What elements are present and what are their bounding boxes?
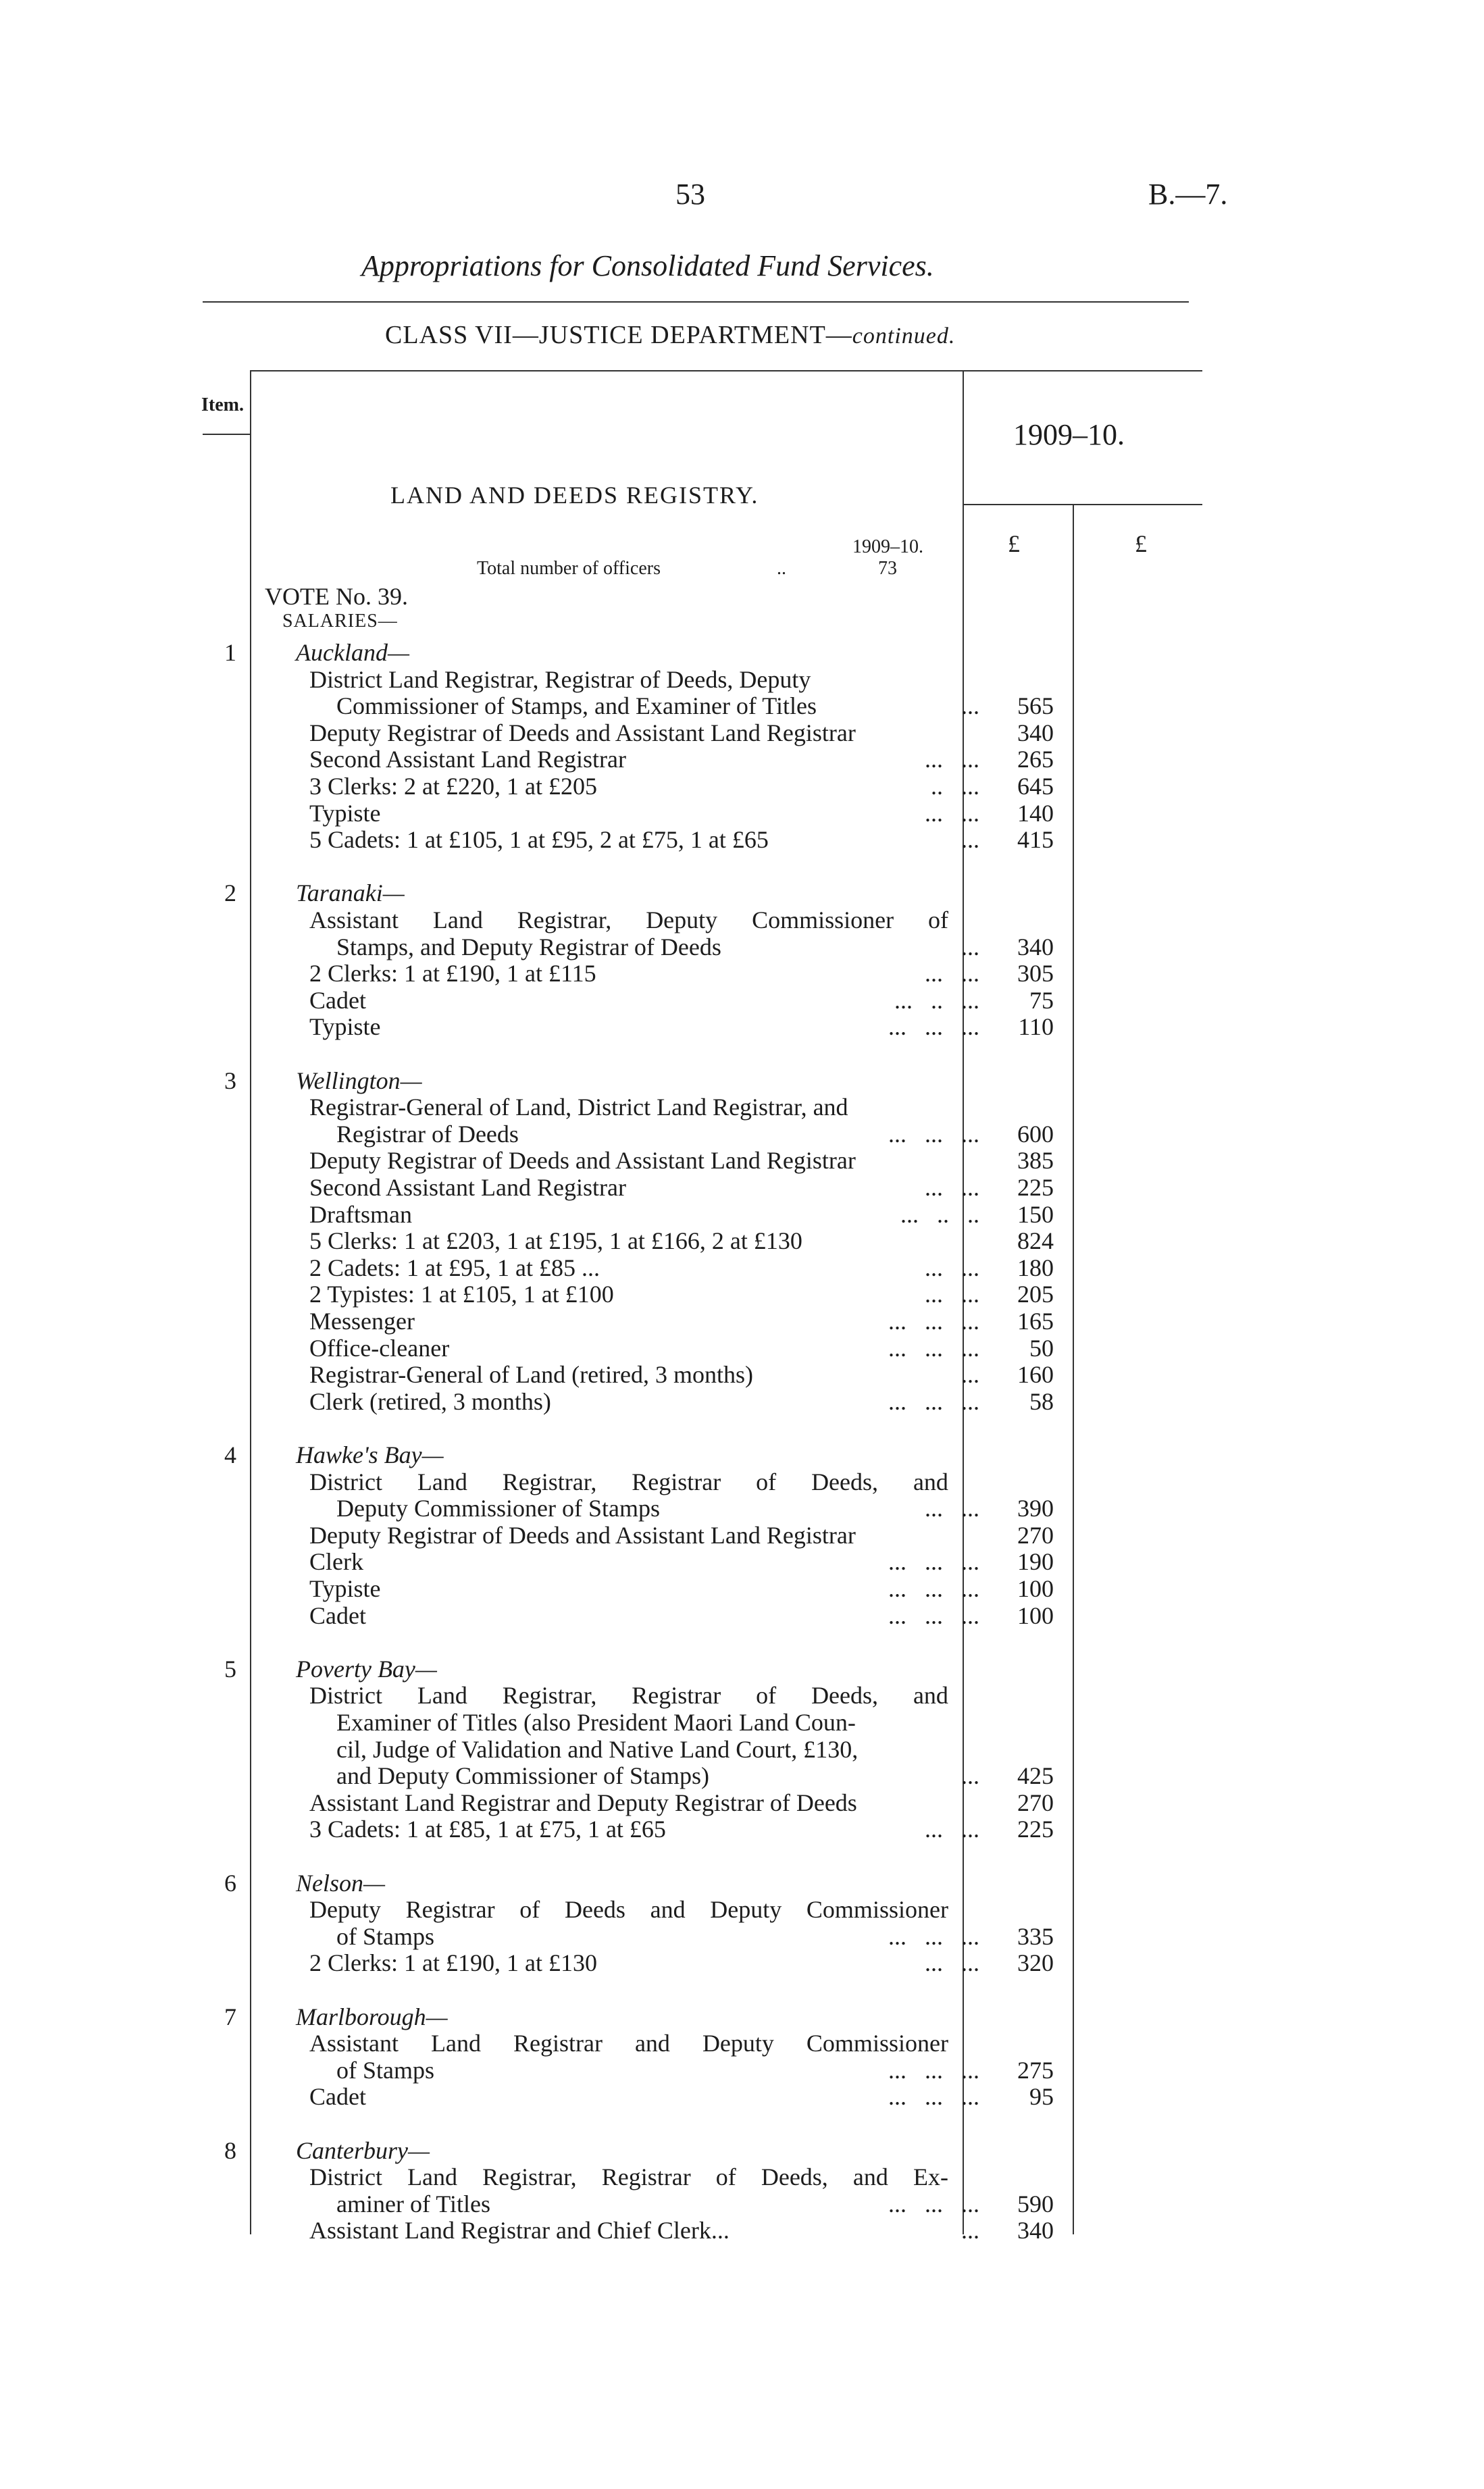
row-description: Clerk (retired, 3 months) — [309, 1388, 551, 1415]
leader-dots: ... ... — [925, 1254, 979, 1281]
leader-dots: ... — [961, 1762, 979, 1789]
row-description: 2 Cadets: 1 at £95, 1 at £85 ... — [309, 1254, 600, 1281]
description-word: Registrar, — [517, 906, 612, 933]
class-heading — [385, 320, 955, 350]
row-description: Deputy Registrar of Deeds and Assistant Land Registrar — [309, 1147, 856, 1174]
row-description: Cadet — [309, 2083, 366, 2110]
table-row — [0, 2217, 1484, 2244]
leader-dots: ... ... — [925, 746, 979, 773]
table-row — [0, 853, 1484, 880]
leader-dots: ... — [961, 826, 979, 853]
amount-value: 425 — [1017, 1762, 1054, 1789]
district-heading: Nelson— — [296, 1870, 386, 1897]
amount-value: 590 — [1017, 2190, 1054, 2217]
row-description: Registrar of Deeds — [336, 1121, 519, 1148]
row-description: Cadet — [309, 1602, 366, 1629]
table-row — [0, 1388, 1484, 1415]
row-description: cil, Judge of Validation and Native Land Court, £130, — [336, 1736, 859, 1763]
amount-value: 340 — [1017, 933, 1054, 960]
table-row — [0, 879, 1484, 906]
table-row — [0, 2003, 1484, 2030]
table-row — [0, 719, 1484, 746]
leader-dots: ... — [961, 692, 979, 719]
description-word: Land — [431, 2030, 481, 2057]
document-reference: B.—7. — [1148, 178, 1228, 211]
table-row — [0, 1094, 1484, 1121]
leader-dots: ... ... — [925, 1949, 979, 1976]
item-number: 2 — [224, 879, 236, 906]
leader-dots: ... ... ... — [888, 2190, 979, 2217]
table-row — [0, 2137, 1484, 2164]
amount-value: 824 — [1017, 1227, 1054, 1254]
row-description: Deputy Registrar of Deeds and Assistant Land Registrar — [309, 1522, 856, 1549]
description-word: and — [913, 1468, 948, 1495]
table-row — [0, 1843, 1484, 1870]
amount-value: 225 — [1017, 1816, 1054, 1843]
district-heading: Taranaki— — [296, 879, 405, 906]
description-word: of — [756, 1682, 777, 1709]
table-row — [0, 1976, 1484, 2003]
leader-dots: ... ... ... — [888, 1548, 979, 1575]
description-word: Registrar, — [482, 2163, 577, 2190]
district-heading: Marlborough— — [296, 2003, 448, 2030]
row-description: Commissioner of Stamps, and Examiner of Titles — [336, 692, 817, 719]
row-description: Office-cleaner — [309, 1335, 450, 1362]
table-row — [0, 960, 1484, 987]
amount-value: 100 — [1017, 1575, 1054, 1602]
amount-value: 415 — [1017, 826, 1054, 853]
amount-value: 150 — [1017, 1201, 1054, 1228]
amount-value: 600 — [1017, 1121, 1054, 1148]
description-word: Deputy — [710, 1896, 782, 1923]
table-row — [0, 1495, 1484, 1522]
leader-dots: ... .. .. — [900, 1201, 979, 1228]
description-word: Commissioner — [806, 1896, 948, 1923]
table-row — [0, 1201, 1484, 1228]
amount-value: 390 — [1017, 1495, 1054, 1522]
district-heading: Hawke's Bay— — [296, 1441, 444, 1468]
table-row — [0, 1709, 1484, 1736]
table-row — [0, 1522, 1484, 1549]
table-row — [0, 1762, 1484, 1789]
amount-value: 225 — [1017, 1174, 1054, 1201]
table-row — [0, 1067, 1484, 1094]
amount-value: 160 — [1017, 1361, 1054, 1388]
description-word: and — [650, 1896, 686, 1923]
description-word: District — [309, 1468, 382, 1495]
amount-value: 50 — [1029, 1335, 1054, 1362]
table-row — [0, 1575, 1484, 1602]
amount-value: 190 — [1017, 1548, 1054, 1575]
leader-dots: ... ... ... — [888, 1575, 979, 1602]
description-word: Deputy — [309, 1896, 381, 1923]
amount-value: 58 — [1029, 1388, 1054, 1415]
officers-count: 73 — [878, 558, 897, 579]
row-description: Assistant Land Registrar and Deputy Registrar of Deeds — [309, 1789, 857, 1816]
leader-dots: ... ... — [925, 1174, 979, 1201]
item-number: 8 — [224, 2137, 236, 2164]
officers-leader-dots: .. — [777, 558, 786, 579]
table-row — [0, 2057, 1484, 2084]
page-title: Appropriations for Consolidated Fund Services. — [361, 249, 934, 282]
table-row — [0, 1361, 1484, 1388]
table-row — [0, 746, 1484, 773]
description-word: Deputy — [646, 906, 718, 933]
row-description: Deputy Registrar of Deeds and Assistant Land Registrar — [309, 719, 856, 746]
row-description: Clerk — [309, 1548, 363, 1575]
row-description: 5 Cadets: 1 at £105, 1 at £95, 2 at £75, 1 at £65 — [309, 826, 769, 853]
table-row — [0, 1923, 1484, 1950]
amount-value: 110 — [1018, 1013, 1054, 1040]
amount-value: 95 — [1029, 2083, 1054, 2110]
amount-value: 270 — [1017, 1789, 1054, 1816]
row-description: Messenger — [309, 1308, 415, 1335]
row-description: aminer of Titles — [336, 2190, 491, 2217]
amount-value: 335 — [1017, 1923, 1054, 1950]
row-description: Draftsman — [309, 1201, 412, 1228]
description-word: Land — [407, 2163, 458, 2190]
table-row — [0, 1013, 1484, 1040]
table-row — [0, 1414, 1484, 1441]
description-word: Registrar, — [502, 1682, 597, 1709]
leader-dots: ... ... — [925, 1816, 979, 1843]
table-row — [0, 1040, 1484, 1067]
item-number: 5 — [224, 1656, 236, 1683]
table-row — [0, 1174, 1484, 1201]
row-description: 3 Cadets: 1 at £85, 1 at £75, 1 at £65 — [309, 1816, 666, 1843]
table-row — [0, 1468, 1484, 1495]
table-row — [0, 1949, 1484, 1976]
leader-dots: ... ... ... — [888, 1308, 979, 1335]
leader-dots: ... ... — [925, 1281, 979, 1308]
row-description: 2 Clerks: 1 at £190, 1 at £115 — [309, 960, 596, 987]
item-header-rule — [203, 434, 251, 435]
table-row — [0, 1147, 1484, 1174]
table-row — [0, 1308, 1484, 1335]
row-description: Examiner of Titles (also President Maori Land Coun- — [336, 1709, 856, 1736]
table-row — [0, 826, 1484, 853]
currency-symbol-amount: £ — [1008, 530, 1020, 557]
table-top-rule — [250, 370, 1202, 371]
description-word: District — [309, 2163, 382, 2190]
district-heading: Canterbury— — [296, 2137, 430, 2164]
row-description — [309, 2163, 948, 2190]
amount-value: 165 — [1017, 1308, 1054, 1335]
table-row — [0, 1227, 1484, 1254]
leader-dots: ... .. ... — [894, 987, 979, 1014]
row-description — [309, 1896, 948, 1923]
row-description: 2 Typistes: 1 at £105, 1 at £100 — [309, 1281, 614, 1308]
leader-dots: ... ... — [925, 960, 979, 987]
description-word: Registrar — [513, 2030, 603, 2057]
item-number: 6 — [224, 1870, 236, 1897]
district-heading: Auckland— — [296, 639, 409, 666]
description-word: and — [913, 1682, 948, 1709]
row-description: of Stamps — [336, 1923, 435, 1950]
table-row — [0, 773, 1484, 800]
row-description: 5 Clerks: 1 at £203, 1 at £195, 1 at £166, 2 at £130 — [309, 1227, 802, 1254]
table-row — [0, 2110, 1484, 2137]
leader-dots: .. ... — [931, 773, 979, 800]
row-description: Stamps, and Deputy Registrar of Deeds — [336, 933, 721, 960]
table-row — [0, 2083, 1484, 2110]
amount-value: 340 — [1017, 2217, 1054, 2244]
amount-value: 205 — [1017, 1281, 1054, 1308]
row-description: Typiste — [309, 800, 381, 827]
description-word: Registrar — [601, 2163, 691, 2190]
leader-dots: ... ... — [925, 800, 979, 827]
year-header-rule — [963, 504, 1202, 505]
amount-value: 100 — [1017, 1602, 1054, 1629]
table-row — [0, 692, 1484, 719]
description-word: of — [756, 1468, 777, 1495]
leader-dots: ... — [961, 933, 979, 960]
table-row — [0, 933, 1484, 960]
amount-value: 320 — [1017, 1949, 1054, 1976]
table-row — [0, 1281, 1484, 1308]
row-description — [309, 2030, 948, 2057]
item-number: 1 — [224, 639, 236, 666]
row-description: Typiste — [309, 1575, 381, 1602]
amount-value: 275 — [1017, 2057, 1054, 2084]
table-row — [0, 2163, 1484, 2190]
table-row — [0, 1602, 1484, 1629]
table-row — [0, 987, 1484, 1014]
table-row — [0, 1736, 1484, 1763]
table-row — [0, 1441, 1484, 1468]
year-column-header: 1909–10. — [1013, 418, 1125, 451]
row-description: 2 Clerks: 1 at £190, 1 at £130 — [309, 1949, 597, 1976]
table-row — [0, 1628, 1484, 1656]
row-description: Second Assistant Land Registrar — [309, 746, 626, 773]
officers-label: Total number of officers — [477, 558, 661, 579]
salaries-heading: SALARIES— — [282, 611, 398, 632]
row-description: of Stamps — [336, 2057, 435, 2084]
item-number: 3 — [224, 1067, 236, 1094]
row-description: Registrar-General of Land, District Land Registrar, and — [309, 1094, 848, 1121]
district-heading: Poverty Bay— — [296, 1656, 437, 1683]
table-row — [0, 1656, 1484, 1683]
class-heading-text: CLASS VII—JUSTICE DEPARTMENT— — [385, 321, 852, 349]
description-word: Land — [417, 1468, 467, 1495]
table-row — [0, 666, 1484, 693]
description-word: Registrar — [632, 1468, 721, 1495]
leader-dots: ... ... ... — [888, 1923, 979, 1950]
amount-value: 140 — [1017, 800, 1054, 827]
amount-value: 270 — [1017, 1522, 1054, 1549]
item-number: 4 — [224, 1441, 236, 1468]
currency-symbol-total: £ — [1135, 530, 1147, 557]
description-word: Land — [417, 1682, 467, 1709]
item-column-header: Item. — [201, 394, 244, 415]
row-description: Registrar-General of Land (retired, 3 months) — [309, 1361, 754, 1388]
description-word: Commissioner — [806, 2030, 948, 2057]
amount-value: 340 — [1017, 719, 1054, 746]
description-word: and — [634, 2030, 670, 2057]
description-word: Assistant — [309, 906, 399, 933]
table-row — [0, 1548, 1484, 1575]
description-word: of — [927, 906, 948, 933]
row-description: Cadet — [309, 987, 366, 1014]
table-row — [0, 1870, 1484, 1897]
leader-dots: ... ... ... — [888, 2083, 979, 2110]
description-word: Registrar — [632, 1682, 721, 1709]
amount-value: 305 — [1017, 960, 1054, 987]
item-number: 7 — [224, 2003, 236, 2030]
leader-dots: ... ... ... — [888, 2057, 979, 2084]
vote-heading: VOTE No. 39. — [265, 583, 408, 610]
row-description: Assistant Land Registrar and Chief Clerk... — [309, 2217, 730, 2244]
description-word: Land — [432, 906, 483, 933]
amount-value: 180 — [1017, 1254, 1054, 1281]
row-description: Typiste — [309, 1013, 381, 1040]
row-description: and Deputy Commissioner of Stamps) — [336, 1762, 709, 1789]
description-word: of — [519, 1896, 540, 1923]
row-description: 3 Clerks: 2 at £220, 1 at £205 — [309, 773, 597, 800]
description-word: Deputy — [702, 2030, 774, 2057]
description-word: Assistant — [309, 2030, 399, 2057]
description-word: District — [309, 1682, 382, 1709]
district-heading: Wellington— — [296, 1067, 422, 1094]
description-word: and — [852, 2163, 888, 2190]
amount-value: 645 — [1017, 773, 1054, 800]
leader-dots: ... ... — [925, 1495, 979, 1522]
description-word: Ex- — [913, 2163, 948, 2190]
description-word: Registrar, — [502, 1468, 597, 1495]
table-row — [0, 1682, 1484, 1709]
description-word: of — [715, 2163, 736, 2190]
leader-dots: ... — [961, 1361, 979, 1388]
description-word: Registrar — [405, 1896, 495, 1923]
amount-value: 265 — [1017, 746, 1054, 773]
amount-value: 75 — [1029, 987, 1054, 1014]
row-description — [309, 1468, 948, 1495]
amount-value: 565 — [1017, 692, 1054, 719]
description-word: Deeds, — [761, 2163, 828, 2190]
table-row — [0, 1789, 1484, 1816]
amount-value: 385 — [1017, 1147, 1054, 1174]
leader-dots: ... ... ... — [888, 1013, 979, 1040]
table-row — [0, 1121, 1484, 1148]
leader-dots: ... ... ... — [888, 1121, 979, 1148]
table-row — [0, 1335, 1484, 1362]
title-rule — [203, 301, 1189, 303]
description-word: Deeds, — [811, 1682, 879, 1709]
table-row — [0, 2190, 1484, 2217]
row-description: Deputy Commissioner of Stamps — [336, 1495, 660, 1522]
description-word: Deeds, — [811, 1468, 879, 1495]
row-description: District Land Registrar, Registrar of Deeds, Deputy — [309, 666, 811, 693]
table-row — [0, 2030, 1484, 2057]
leader-dots: ... ... ... — [888, 1602, 979, 1629]
leader-dots: ... — [961, 2217, 979, 2244]
table-row — [0, 1254, 1484, 1281]
row-description — [309, 1682, 948, 1709]
section-title: LAND AND DEEDS REGISTRY. — [390, 482, 759, 509]
table-row — [0, 1896, 1484, 1923]
row-description — [309, 906, 948, 933]
leader-dots: ... ... ... — [888, 1388, 979, 1415]
table-row — [0, 800, 1484, 827]
class-heading-continued: continued. — [852, 324, 956, 349]
leader-dots: ... ... ... — [888, 1335, 979, 1362]
table-row — [0, 906, 1484, 933]
officers-year-label: 1909–10. — [852, 536, 923, 557]
table-row — [0, 639, 1484, 666]
table-row — [0, 1816, 1484, 1843]
description-word: Deeds — [564, 1896, 625, 1923]
description-word: Commissioner — [752, 906, 894, 933]
page-number: 53 — [675, 178, 705, 211]
row-description: Second Assistant Land Registrar — [309, 1174, 626, 1201]
